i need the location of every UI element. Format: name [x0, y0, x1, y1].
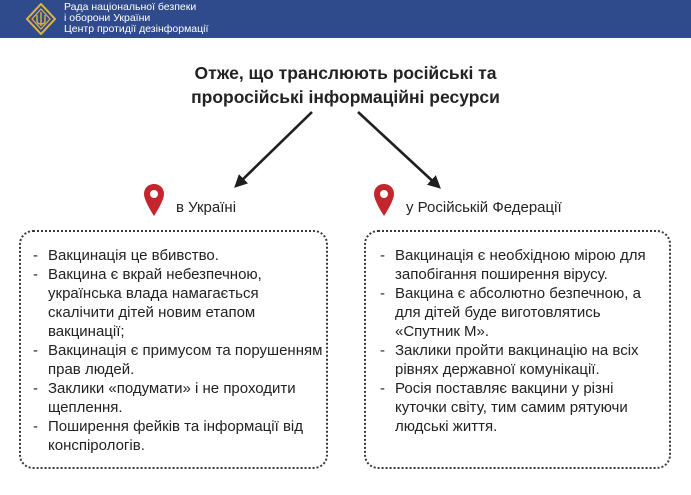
ukraine-narratives-panel: [19, 230, 328, 469]
branch-label-ukraine: в Україні: [176, 199, 237, 216]
arrow-to-russia: [358, 112, 439, 187]
list-item: - Заклики «подумати» і не проходити щеплення.: [33, 379, 323, 417]
org-name-line-2: і оборони України: [64, 12, 151, 24]
location-pin-icon: [143, 183, 165, 217]
list-item: - Вакцинація є примусом та порушенням прав людей.: [33, 341, 323, 379]
branch-label-russia: у Російській Федерації: [406, 199, 562, 216]
list-item: - Вакцинація є необхідною мірою для запобігання поширення вірусу.: [380, 246, 668, 284]
page-title-line-2: проросійські інформаційні ресурси: [191, 87, 500, 107]
location-pin-icon: [373, 183, 395, 217]
arrow-to-ukraine: [236, 112, 312, 186]
org-name-line-1: Рада національної безпеки: [64, 1, 197, 13]
list-item: - Росія поставляє вакцини у різні куточки світу, тим самим рятуючи людські життя.: [380, 379, 668, 436]
page-title-line-1: Отже, що транслюють російські та: [194, 63, 497, 83]
list-item: - Вакцинація це вбивство.: [33, 246, 323, 265]
list-item: - Вакцина є абсолютно безпечною, а для дітей буде виготовлятись «Спутник М».: [380, 284, 668, 341]
russia-narratives-list: [380, 246, 668, 436]
org-name-line-3: Центр протидії дезінформації: [64, 23, 209, 35]
list-item: - Вакцина є вкрай небезпечною, українська влада намагається скалічити дітей новим етапом вакцинації;: [33, 265, 323, 341]
list-item: - Заклики пройти вакцинацію на всіх рівнях державної комунікації.: [380, 341, 668, 379]
ukraine-narratives-list: [33, 246, 323, 455]
russia-narratives-panel: [364, 230, 671, 469]
list-item: - Поширення фейків та інформації від конспірологів.: [33, 417, 323, 455]
